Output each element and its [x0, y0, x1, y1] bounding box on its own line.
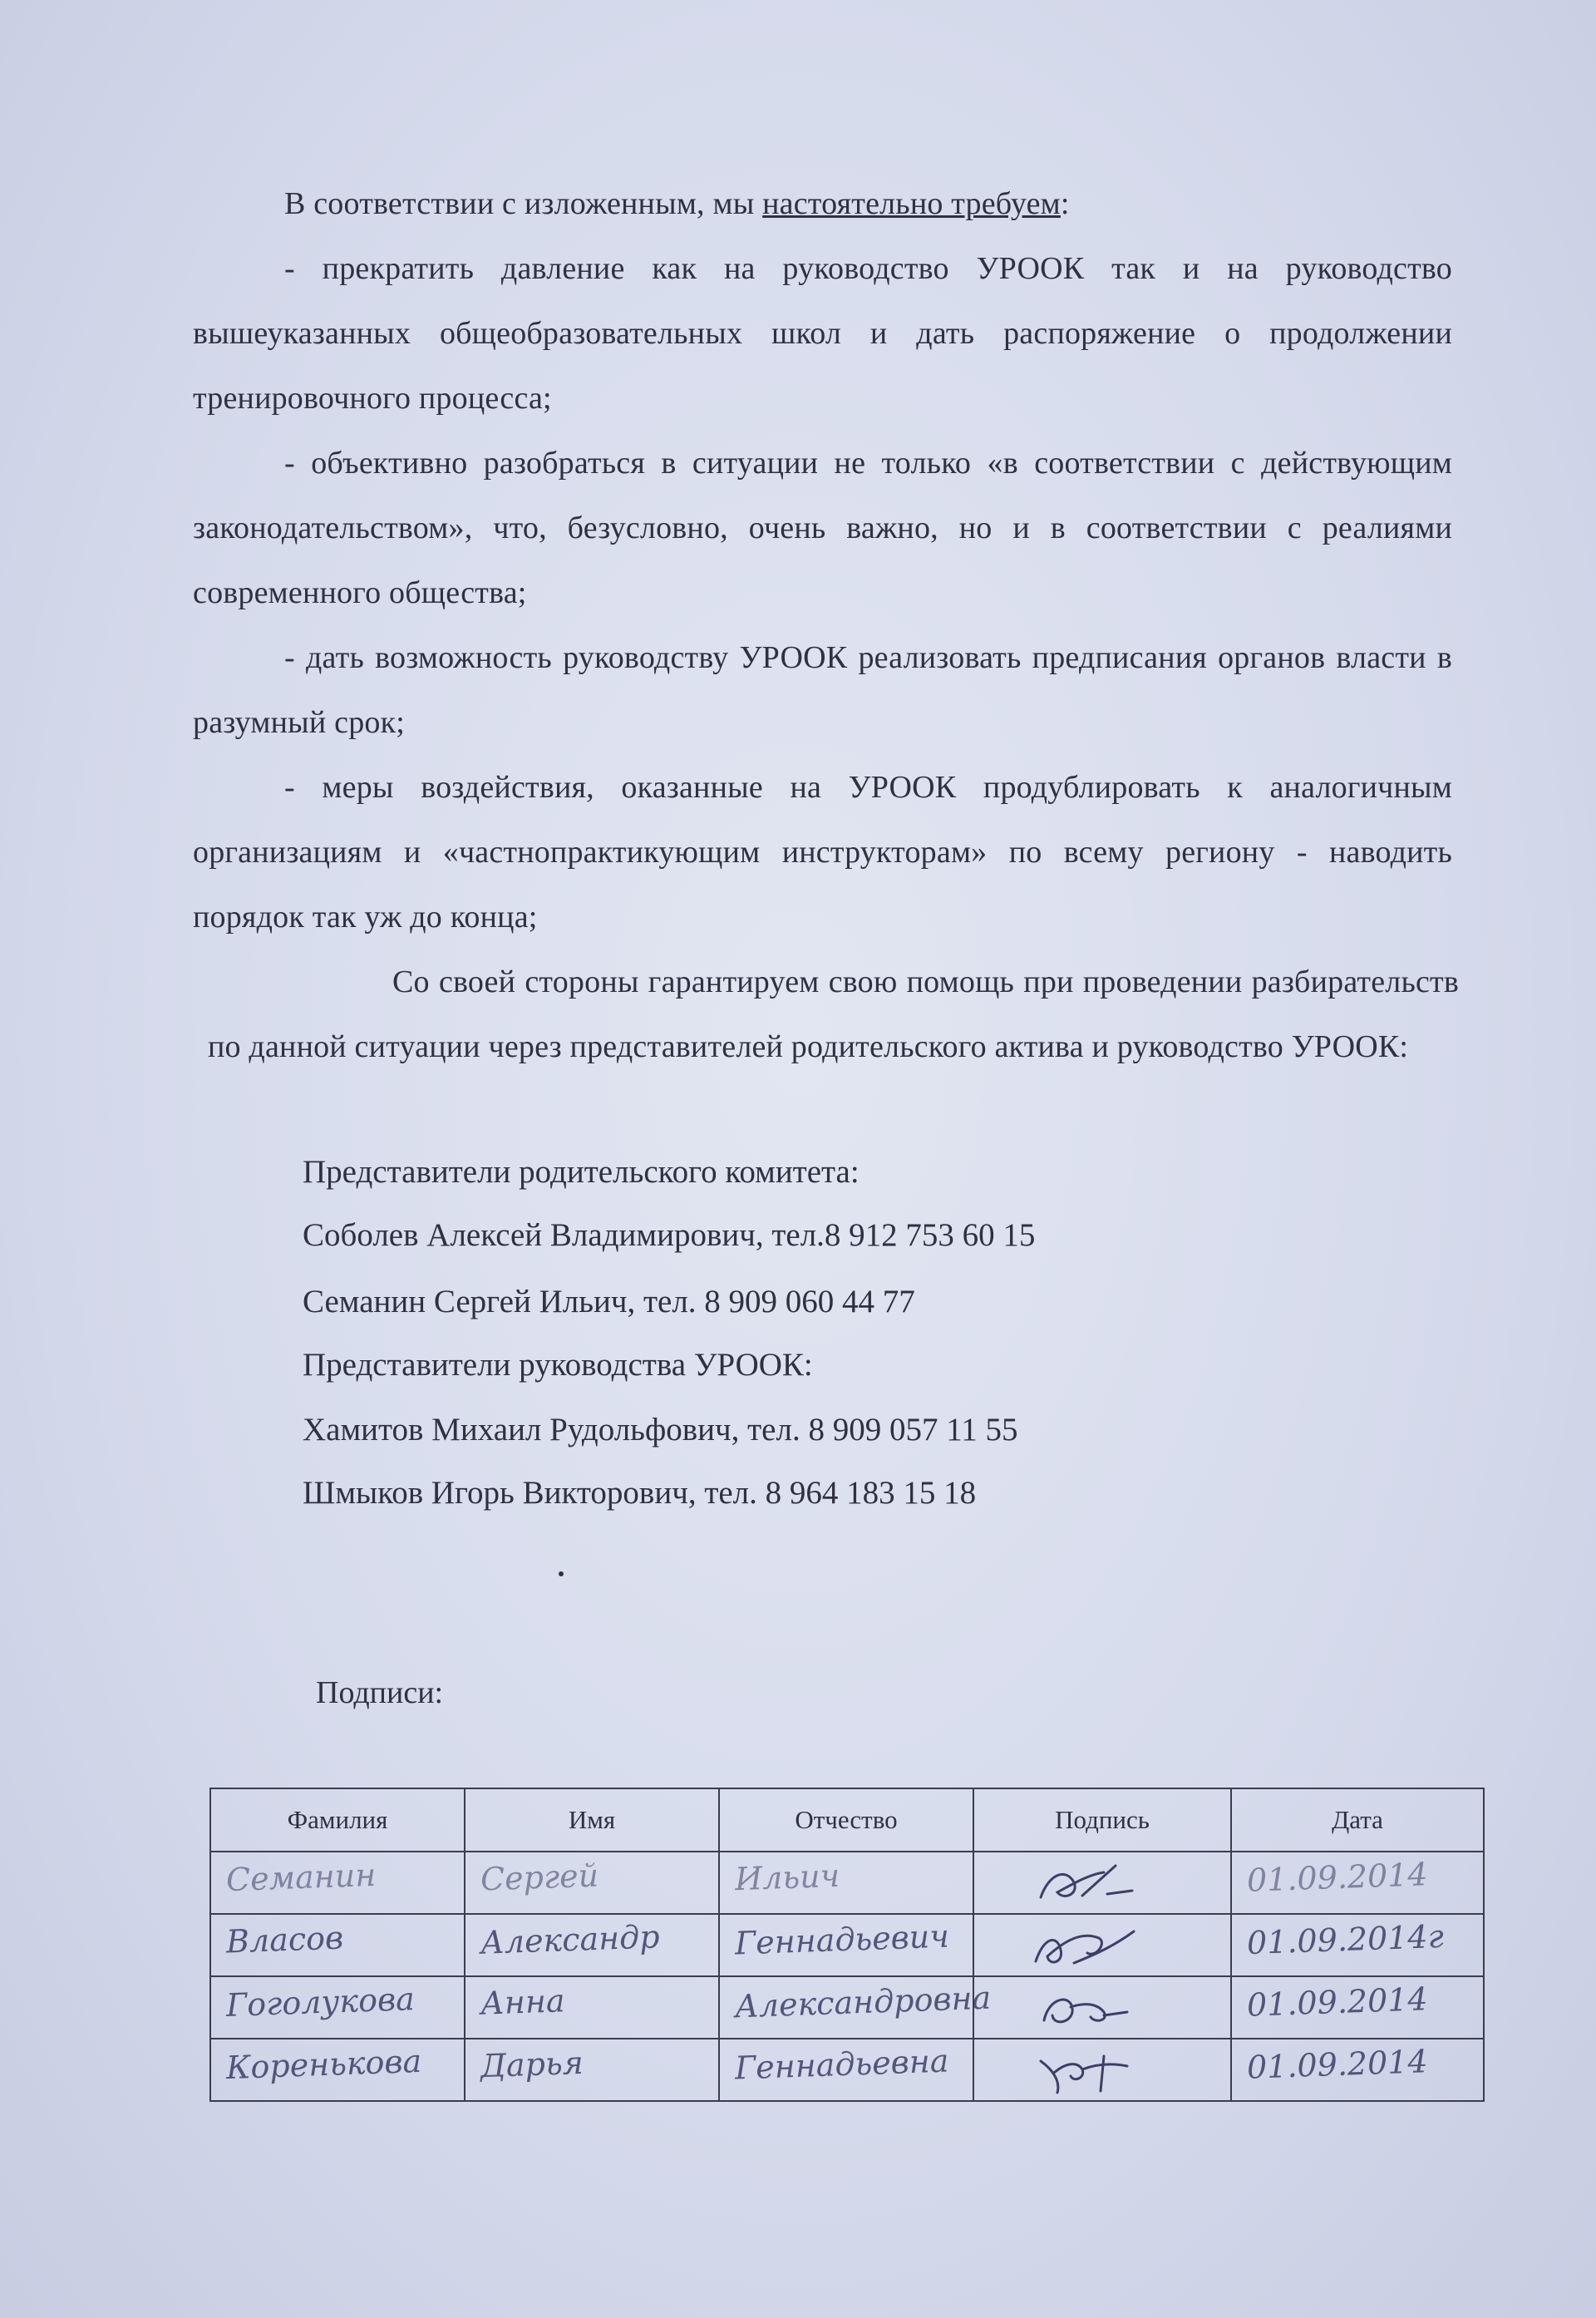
handwritten-surname: Гоголукова [225, 1980, 416, 2024]
handwritten-surname: Семанин [225, 1856, 377, 1899]
cell-name [465, 1914, 719, 1976]
intro-suffix: : [1060, 186, 1070, 221]
signatures-label: Подписи: [316, 1675, 444, 1710]
cell-signature [973, 1976, 1231, 2039]
header-surname: Фамилия [210, 1788, 465, 1852]
table-header-row [210, 1788, 1484, 1852]
handwritten-name: Дарья [480, 2044, 584, 2085]
cell-name [465, 1976, 719, 2039]
leader-contact-2: Шмыков Игорь Викторович, тел. 8 964 183 15 18 [303, 1475, 977, 1511]
intro-paragraph [193, 171, 1452, 236]
cell-date [1231, 1914, 1484, 1976]
cell-date [1231, 2039, 1484, 2101]
cell-date [1231, 1976, 1484, 2039]
table-row [210, 1976, 1484, 2039]
handwritten-patronymic: Геннадьевна [734, 2042, 950, 2087]
leader-contact-1: Хамитов Михаил Рудольфович, тел. 8 909 057 11 55 [303, 1412, 1018, 1448]
cell-name [465, 1852, 719, 1914]
header-date: Дата [1231, 1788, 1484, 1852]
handwritten-date: 01.09.2014 [1246, 1856, 1429, 1899]
cell-patronymic [719, 1914, 973, 1976]
stray-dot [559, 1571, 564, 1576]
cell-surname [210, 1976, 465, 2039]
guarantee-paragraph: Со своей стороны гарантируем свою помощь при проведении разбирательств по данной ситуации через представителей родительского актива и руководство УРООК: [208, 964, 1459, 1064]
handwritten-date: 01.09.2014 [1246, 2043, 1429, 2086]
cell-surname [210, 1852, 465, 1914]
demand-paragraph-1: - прекратить давление как на руководство УРООК так и на руководство вышеуказанных общеобразовательных школ и дать распоряжение о продолжении тренировочного процесса; [193, 251, 1452, 416]
cell-patronymic [719, 1852, 973, 1914]
handwritten-patronymic: Ильич [734, 1857, 840, 1898]
cell-signature [973, 2039, 1231, 2101]
leaders-heading: Представители руководства УРООК: [303, 1347, 813, 1383]
handwritten-patronymic: Александровна [734, 1979, 992, 2025]
signature-table [209, 1788, 1485, 2102]
handwritten-surname: Власов [225, 1919, 344, 1960]
cell-signature [973, 1852, 1231, 1914]
parent-contact-1: Соболев Алексей Владимирович, тел.8 912 753 60 15 [303, 1217, 1036, 1253]
table-row [210, 1852, 1484, 1914]
handwritten-patronymic: Геннадьевич [734, 1917, 950, 1962]
cell-name [465, 2039, 719, 2101]
header-patronymic: Отчество [719, 1788, 973, 1852]
handwritten-name: Анна [480, 1982, 566, 2022]
handwritten-date: 01.09.2014г [1246, 1917, 1445, 1962]
table-row [210, 1914, 1484, 1976]
intro-emphasis: настоятельно требуем [762, 186, 1061, 221]
handwritten-date: 01.09.2014 [1246, 1980, 1429, 2024]
cell-date [1231, 1852, 1484, 1914]
handwritten-name: Сергей [480, 1857, 599, 1898]
demand-paragraph-4: - меры воздействия, оказанные на УРООК продублировать к аналогичным организациям и «частнопрактикующим инструкторам» по всему региону - наводить порядок так уж до конца; [193, 770, 1452, 935]
header-signature: Подпись [973, 1788, 1231, 1852]
cell-patronymic [719, 2039, 973, 2101]
header-name: Имя [465, 1788, 719, 1852]
table-row [210, 2039, 1484, 2101]
demand-paragraph-2: - объективно разобраться в ситуации не только «в соответствии с действующим законодательством», что, безусловно, очень важно, но и в соответствии с реалиями современного общества; [193, 446, 1452, 610]
handwritten-signature [1024, 1857, 1140, 1909]
handwritten-signature [1024, 1920, 1140, 1971]
handwritten-signature [1024, 1982, 1140, 2034]
handwritten-signature [1024, 2044, 1140, 2096]
handwritten-surname: Коренькова [225, 2042, 422, 2087]
cell-surname [210, 2039, 465, 2101]
parents-heading: Представители родительского комитета: [303, 1154, 860, 1190]
parent-contact-2: Семанин Сергей Ильич, тел. 8 909 060 44 77 [303, 1284, 915, 1319]
cell-signature [973, 1914, 1231, 1976]
intro-prefix: В соответствии с изложенным, мы [284, 186, 763, 221]
cell-surname [210, 1914, 465, 1976]
cell-patronymic [719, 1976, 992, 2039]
demand-paragraph-3: - дать возможность руководству УРООК реализовать предписания органов власти в разумный срок; [193, 640, 1452, 740]
handwritten-name: Александр [480, 1918, 661, 1961]
